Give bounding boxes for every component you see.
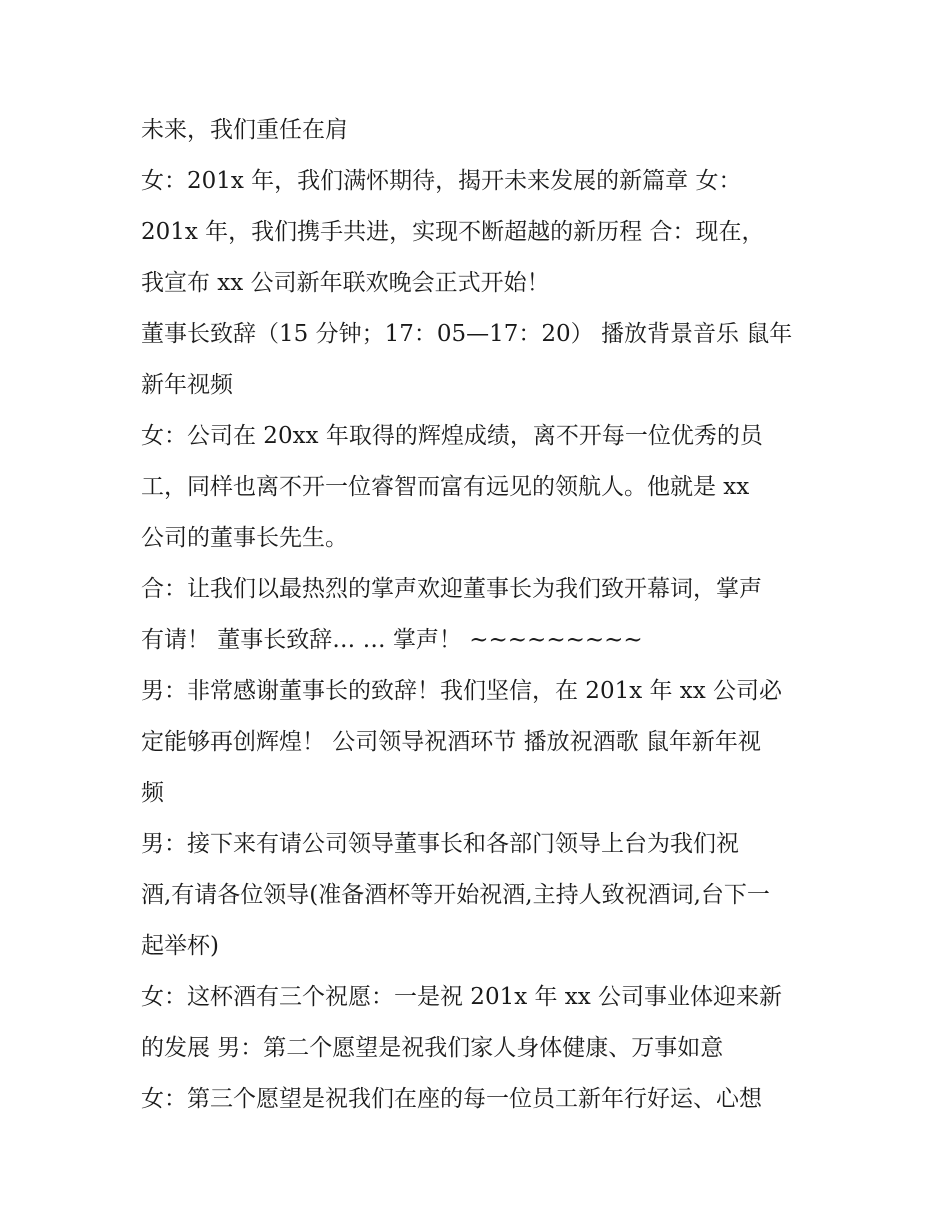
- text-line: 我宣布 xx 公司新年联欢晚会正式开始！: [141, 270, 550, 296]
- text-line: 董事长致辞（15 分钟；17：05—17：20） 播放背景音乐 鼠年: [141, 321, 793, 347]
- text-line: 的发展 男：第二个愿望是祝我们家人身体健康、万事如意: [141, 1035, 724, 1061]
- text-line: 女：201x 年，我们满怀期待，揭开未来发展的新篇章 女：: [141, 168, 742, 194]
- text-line: 频: [141, 780, 164, 806]
- text-line: 女：第三个愿望是祝我们在座的每一位员工新年行好运、心想: [141, 1086, 762, 1112]
- text-line: 未来，我们重任在肩: [141, 117, 348, 143]
- text-line: 酒,有请各位领导(准备酒杯等开始祝酒,主持人致祝酒词,台下一: [141, 882, 770, 908]
- document-body: [141, 108, 821, 1128]
- text-line: 男：非常感谢董事长的致辞！我们坚信，在 201x 年 xx 公司必: [141, 678, 783, 704]
- text-line: 新年视频: [141, 372, 233, 398]
- text-line: 合：让我们以最热烈的掌声欢迎董事长为我们致开幕词，掌声: [141, 576, 762, 602]
- text-line: 工，同样也离不开一位睿智而富有远见的领航人。他就是 xx: [141, 474, 750, 500]
- text-line: 起举杯): [141, 933, 219, 959]
- text-line: 定能够再创辉煌！ 公司领导祝酒环节 播放祝酒歌 鼠年新年视: [141, 729, 761, 755]
- text-line: 有请！ 董事长致辞… … 掌声！ ~~~~~~~~~: [141, 627, 643, 653]
- text-line: 男：接下来有请公司领导董事长和各部门领导上台为我们祝: [141, 831, 739, 857]
- text-line: 女：这杯酒有三个祝愿：一是祝 201x 年 xx 公司事业体迎来新: [141, 984, 783, 1010]
- text-line: 201x 年，我们携手共进，实现不断超越的新历程 合：现在，: [141, 219, 765, 245]
- text-line: 公司的董事长先生。: [141, 525, 348, 551]
- text-line: 女：公司在 20xx 年取得的辉煌成绩，离不开每一位优秀的员: [141, 423, 763, 449]
